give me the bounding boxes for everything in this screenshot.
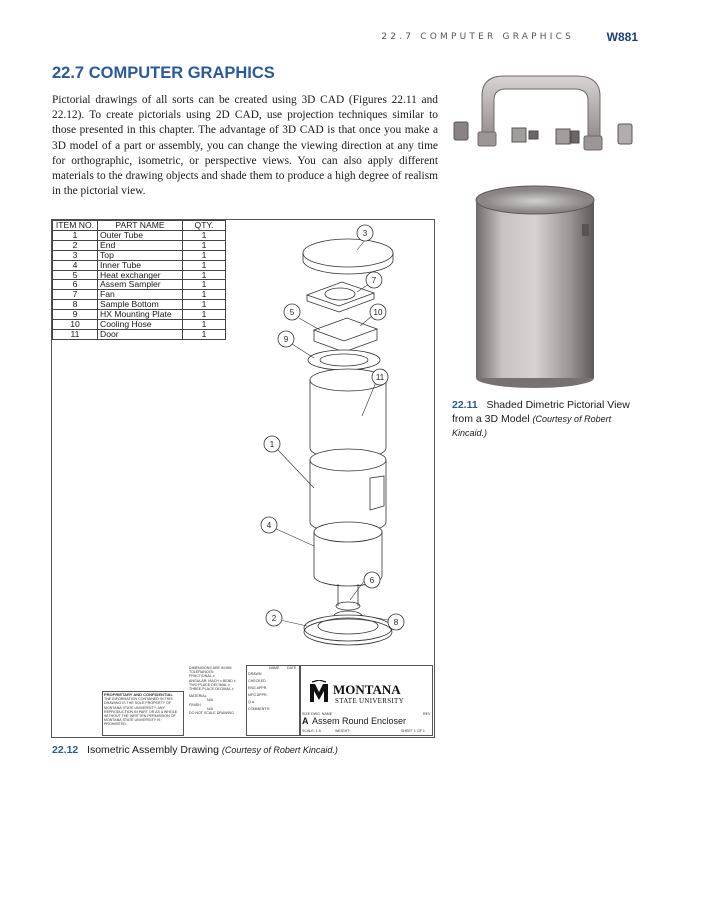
svg-text:5: 5	[289, 308, 295, 317]
balloon-1	[264, 436, 280, 452]
rev-label: REV	[423, 712, 431, 716]
svg-text:8: 8	[393, 618, 399, 627]
figure-22-12-caption	[52, 744, 338, 756]
bom-item-no: 9	[53, 310, 98, 320]
balloon-7	[366, 272, 382, 288]
bom-qty: 1	[183, 280, 226, 290]
university-name: MONTANA	[333, 682, 401, 697]
sheet-size: A	[302, 716, 309, 726]
bom-qty: 1	[183, 240, 226, 250]
exploded-view	[52, 220, 434, 660]
dwg-name-label: DWG. NAME	[311, 712, 333, 716]
eng-appr-label: ENG APPR.	[248, 686, 268, 690]
university-box	[300, 665, 433, 736]
tolerance-box	[188, 665, 244, 736]
figure-22-11-render	[448, 62, 648, 392]
bom-item-no: 3	[53, 250, 98, 260]
bom-part-name: Top	[98, 250, 183, 260]
svg-text:2: 2	[271, 614, 277, 623]
material-value: N/A	[207, 698, 213, 703]
bom-part-name: Fan	[98, 290, 183, 300]
approvals-box	[246, 665, 300, 736]
balloon-4	[261, 517, 277, 533]
drawing-title: Assem Round Encloser	[312, 716, 407, 726]
figure-22-12-credit: (Courtesy of Robert Kincaid.)	[221, 745, 338, 755]
running-head: 22.7 COMPUTER GRAPHICS	[381, 32, 574, 42]
checked-label: CHECKED	[248, 679, 266, 683]
date-label: DATE	[287, 666, 297, 670]
figure-22-11-title: Shaded Dimetric Pictorial View from a 3D Model	[452, 399, 630, 425]
svg-text:9: 9	[283, 335, 289, 344]
name-label: NAME	[269, 666, 280, 670]
bom-item-no: 8	[53, 300, 98, 310]
balloon-8	[388, 614, 404, 630]
cylinder-part	[476, 186, 594, 388]
tolerance-line: TWO PLACE DECIMAL ±	[189, 682, 230, 687]
size-label: SIZE	[302, 712, 310, 716]
bom-qty: 1	[183, 329, 226, 339]
svg-text:10: 10	[373, 308, 383, 317]
title-block	[102, 666, 433, 736]
bom-qty: 1	[183, 290, 226, 300]
figure-22-11-credit: (Courtesy of Robert Kincaid.)	[452, 414, 612, 438]
bom-part-name: Cooling Hose	[98, 320, 183, 330]
figure-22-12-title: Isometric Assembly Drawing	[87, 744, 219, 756]
section-body: Pictorial drawings of all sorts can be created using 3D CAD (Figures 22.11 and 22.12). To create pictorials using 2D CAD, use projection techniques similar to those presented in this chapter. The advantage of 3D CAD is that once you make a 3D model of a part or assembly, you can change the viewing direction at any time for orthographic, isometric, or perspective views. You can also apply different materials to the drawing objects and shade them to produce a high degree of realism in the pictorial view.	[52, 94, 438, 198]
finish-label: FINISH	[189, 702, 201, 707]
tolerance-line: THREE PLACE DECIMAL ±	[189, 687, 234, 692]
qa-label: Q.A.	[248, 700, 256, 704]
bom-qty: 1	[183, 260, 226, 270]
bom-part-name: Outer Tube	[98, 230, 183, 240]
balloon-6	[364, 572, 380, 588]
tolerance-line: DIMENSIONS ARE IN MM	[189, 666, 232, 670]
balloon-5	[284, 304, 300, 320]
proprietary-box	[102, 691, 184, 736]
handle-part	[478, 76, 602, 150]
sheet-label: SHEET 1 OF 1	[401, 729, 425, 733]
svg-text:7: 7	[371, 276, 377, 285]
finish-value: N/A	[207, 706, 213, 711]
bom-qty: 1	[183, 300, 226, 310]
figure-22-11-number: 22.11	[452, 399, 478, 411]
bom-part-name: Sample Bottom	[98, 300, 183, 310]
figure-22-12-number: 22.12	[52, 744, 79, 756]
bom-item-no: 11	[53, 329, 98, 339]
balloon-3	[357, 225, 373, 241]
bom-qty: 1	[183, 320, 226, 330]
balloon-9	[278, 331, 294, 347]
mfg-appr-label: MFG APPR.	[248, 693, 268, 697]
university-subtitle: STATE UNIVERSITY	[335, 697, 404, 705]
montana-state-logo	[309, 680, 329, 704]
svg-text:11: 11	[375, 373, 385, 382]
drawn-label: DRAWN	[248, 672, 262, 676]
svg-text:4: 4	[266, 521, 272, 530]
bom-header-part: PART NAME	[98, 221, 183, 231]
svg-text:6: 6	[369, 576, 375, 585]
bom-qty: 1	[183, 230, 226, 240]
bom-part-name: Door	[98, 329, 183, 339]
tolerance-line: ANGULAR: MACH ± BEND ±	[189, 678, 236, 683]
bom-qty: 1	[183, 250, 226, 260]
bom-part-name: Inner Tube	[98, 260, 183, 270]
bom-part-name: HX Mounting Plate	[98, 310, 183, 320]
bom-item-no: 1	[53, 230, 98, 240]
bom-header-qty: QTY.	[183, 221, 226, 231]
bom-item-no: 4	[53, 260, 98, 270]
bom-qty: 1	[183, 310, 226, 320]
bom-item-no: 5	[53, 270, 98, 280]
bom-item-no: 10	[53, 320, 98, 330]
bom-item-no: 2	[53, 240, 98, 250]
figure-22-11-caption	[452, 398, 642, 440]
section-title: 22.7 COMPUTER GRAPHICS	[52, 64, 275, 82]
bom-qty: 1	[183, 270, 226, 280]
material-label: MATERIAL	[189, 694, 207, 699]
balloon-10	[370, 304, 386, 320]
tolerance-line: TOLERANCES:	[189, 670, 215, 675]
proprietary-text: THE INFORMATION CONTAINED IN THIS DRAWING IS THE SOLE PROPERTY OF MONTANA STATE UNIVERSITY. ANY REPRODUCTION IN PART OR AS A WHOLE WITHOUT THE WRITTEN PERMISSION OF MONTANA STATE UNIVERSITY IS PROHIBITED.	[104, 697, 178, 727]
balloon-11	[372, 369, 388, 385]
page-number: W881	[606, 30, 638, 44]
svg-text:3: 3	[362, 229, 368, 238]
balloon-2	[266, 610, 282, 626]
scale-label: SCALE: 1:5	[302, 729, 321, 733]
proprietary-title: PROPRIETARY AND CONFIDENTIAL	[104, 692, 173, 697]
tolerance-line: FRACTIONAL ±	[189, 674, 215, 679]
weight-label: WEIGHT:	[335, 729, 350, 733]
no-scale-note: DO NOT SCALE DRAWING	[189, 711, 234, 716]
comments-label: COMMENTS:	[248, 707, 270, 711]
bom-part-name: End	[98, 240, 183, 250]
bom-item-no: 7	[53, 290, 98, 300]
bom-part-name: Assem Sampler	[98, 280, 183, 290]
bom-header-item: ITEM NO.	[53, 221, 98, 231]
svg-text:1: 1	[269, 440, 275, 449]
bom-part-name: Heat exchanger	[98, 270, 183, 280]
bom-item-no: 6	[53, 280, 98, 290]
assembly-drawing-sheet	[51, 219, 435, 738]
